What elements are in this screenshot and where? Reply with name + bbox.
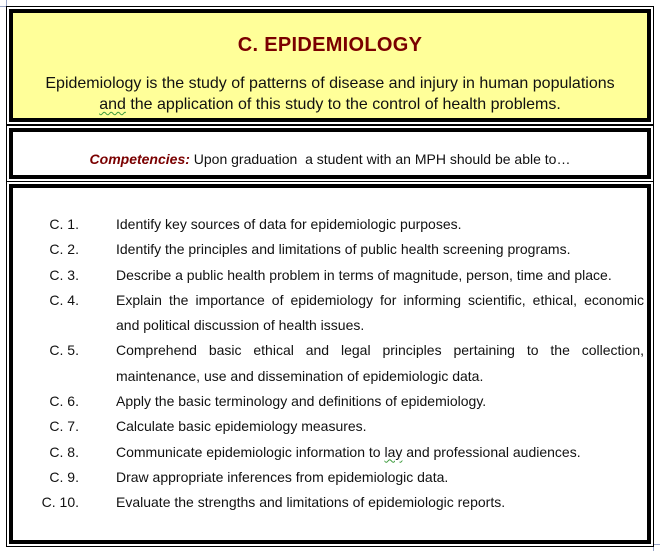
competency-text: Draw appropriate inferences from epidemiologic data. [116, 468, 449, 485]
competency-number: C. 6. [49, 393, 79, 410]
competencies-intro [13, 151, 647, 167]
competency-item [13, 389, 647, 414]
competency-number: C. 2. [49, 241, 79, 258]
competency-number: C. 1. [49, 216, 79, 232]
competency-item [13, 237, 647, 262]
competency-text: Evaluate the strengths and limitations of epidemiologic reports. [116, 494, 506, 511]
competency-text-part: and professional audiences. [402, 443, 581, 460]
competency-text [116, 338, 644, 389]
page-corner-marker [653, 544, 660, 551]
competency-text [116, 288, 644, 339]
competency-number: C. 8. [49, 443, 79, 460]
competency-item [13, 338, 647, 389]
competency-item [13, 465, 647, 490]
definition-line: Epidemiology is the study of patterns of disease and injury in human populations [45, 75, 615, 92]
competency-number: C. 3. [49, 266, 79, 283]
competency-list-box [6, 181, 654, 547]
competency-list [13, 212, 647, 516]
competency-number: C. 9. [49, 468, 79, 485]
competency-text-line: Comprehend basic ethical and legal principles pertaining to the collection, [116, 342, 644, 359]
competency-item [13, 212, 647, 237]
competency-text-line: and political discussion of health issues. [116, 317, 365, 334]
competency-text-line: maintenance, use and dissemination of epidemiologic data. [116, 367, 484, 384]
competency-item [13, 288, 647, 339]
competency-item [13, 263, 647, 288]
competency-text-line: Explain the importance of epidemiology for informing scientific, ethical, economic [116, 291, 644, 308]
competency-text: Identify the principles and limitations of public health screening programs. [116, 241, 571, 258]
competency-item [13, 490, 647, 515]
competency-text: Calculate basic epidemiology measures. [116, 418, 367, 435]
competency-number: C. 4. [49, 291, 79, 308]
spellcheck-flagged-word[interactable]: and [99, 96, 126, 113]
header-panel [9, 9, 651, 122]
competencies-label: Competencies: [89, 151, 190, 167]
definition-line [13, 94, 647, 115]
competency-text-part: Communicate epidemiologic information to [116, 443, 385, 460]
competency-text: Identify key sources of data for epidemiologic purposes. [116, 216, 462, 232]
competency-text: Describe a public health problem in terms of magnitude, person, time and place. [116, 266, 612, 283]
competency-text [116, 440, 644, 465]
competencies-box [6, 125, 654, 182]
spellcheck-flagged-word[interactable]: lay [384, 443, 403, 460]
competency-item [13, 440, 647, 465]
competency-text: Apply the basic terminology and definitions of epidemiology. [116, 393, 487, 410]
competency-number: C. 5. [49, 342, 79, 359]
section-title: C. EPIDEMIOLOGY [237, 34, 423, 56]
competency-number: C. 7. [49, 418, 79, 435]
definition-text: the application of this study to the control of health problems. [125, 96, 561, 113]
competency-list-panel [9, 184, 651, 544]
competencies-text: Upon graduation a student with an MPH should be able to… [189, 151, 571, 167]
section-definition [13, 73, 647, 115]
competency-number: C. 10. [41, 494, 79, 511]
competencies-panel [9, 128, 651, 179]
header-box [6, 6, 654, 125]
competency-item [13, 414, 647, 439]
